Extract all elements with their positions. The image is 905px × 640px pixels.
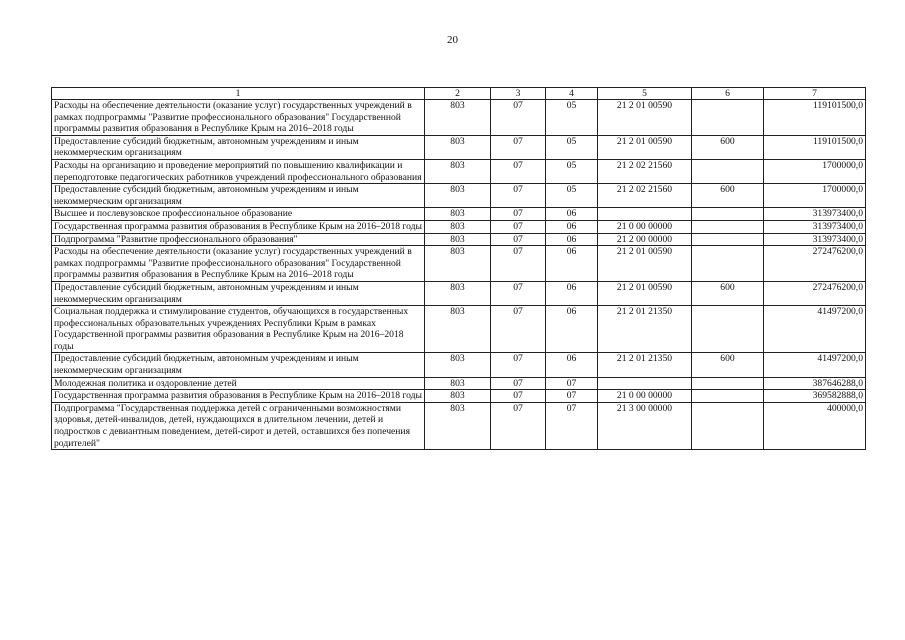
row-name: Социальная поддержка и стимулирование студентов, обучающихся в государственных профессиональных образовательных учреждениях Республики Крым в рамках Государственной программы развития образования в Республике Крым на 2016–2018 годы (52, 306, 425, 353)
row-subsection-code: 06 (546, 281, 598, 305)
row-subsection-code: 07 (546, 377, 598, 390)
table-row (52, 100, 866, 136)
row-name: Расходы на обеспечение деятельности (оказание услуг) государственных учреждений в рамках подпрограммы "Развитие профессионального образования" Государственной программы развития образования в Республике Крым на 2016–2018 годы (52, 246, 425, 282)
table-row (52, 220, 866, 233)
row-subsection-code: 07 (546, 402, 598, 449)
row-section-code: 07 (491, 402, 546, 449)
row-type-code (692, 246, 764, 282)
row-section-code: 07 (491, 233, 546, 246)
row-target-code: 21 2 01 21350 (598, 306, 692, 353)
row-type-code: 600 (692, 135, 764, 159)
row-section-code: 07 (491, 281, 546, 305)
row-name: Предоставление субсидий бюджетным, автономным учреждениям и иным некоммерческим организациям (52, 281, 425, 305)
row-amount: 1700000,0 (764, 184, 866, 208)
row-ministry-code: 803 (425, 306, 491, 353)
row-type-code (692, 402, 764, 449)
row-ministry-code: 803 (425, 353, 491, 377)
row-target-code: 21 2 01 00590 (598, 100, 692, 136)
table-row (52, 353, 866, 377)
row-target-code: 21 2 01 00590 (598, 135, 692, 159)
header-col-1: 1 (52, 88, 425, 100)
row-name: Расходы на организацию и проведение мероприятий по повышению квалификации и переподготовке педагогических работников учреждений профессионального образования (52, 159, 425, 183)
header-col-2: 2 (425, 88, 491, 100)
row-type-code (692, 306, 764, 353)
table-row (52, 135, 866, 159)
row-type-code: 600 (692, 281, 764, 305)
row-type-code (692, 390, 764, 403)
row-ministry-code: 803 (425, 159, 491, 183)
row-name: Подпрограмма "Государственная поддержка детей с ограниченными возможностями здоровья, детей-инвалидов, детей, нуждающихся в длительном лечении, детей и подростков с девиантным поведением, детей-сирот и детей, оставшихся без попечения родителей" (52, 402, 425, 449)
row-type-code: 600 (692, 184, 764, 208)
row-type-code (692, 220, 764, 233)
row-subsection-code: 06 (546, 220, 598, 233)
row-target-code: 21 2 02 21560 (598, 184, 692, 208)
row-name: Предоставление субсидий бюджетным, автономным учреждениям и иным некоммерческим организациям (52, 184, 425, 208)
row-subsection-code: 06 (546, 233, 598, 246)
table-row (52, 159, 866, 183)
row-amount: 41497200,0 (764, 306, 866, 353)
row-subsection-code: 06 (546, 306, 598, 353)
row-section-code: 07 (491, 353, 546, 377)
row-section-code: 07 (491, 306, 546, 353)
row-name: Высшее и послевузовское профессиональное образование (52, 208, 425, 221)
row-amount: 272476200,0 (764, 246, 866, 282)
row-ministry-code: 803 (425, 233, 491, 246)
row-target-code (598, 377, 692, 390)
row-type-code (692, 159, 764, 183)
table-row (52, 377, 866, 390)
row-section-code: 07 (491, 159, 546, 183)
header-col-6: 6 (692, 88, 764, 100)
row-ministry-code: 803 (425, 402, 491, 449)
row-type-code (692, 233, 764, 246)
row-amount: 313973400,0 (764, 233, 866, 246)
row-section-code: 07 (491, 135, 546, 159)
row-target-code: 21 2 01 00590 (598, 246, 692, 282)
row-amount: 387646288,0 (764, 377, 866, 390)
row-ministry-code: 803 (425, 100, 491, 136)
row-name: Государственная программа развития образования в Республике Крым на 2016–2018 годы (52, 220, 425, 233)
row-amount: 400000,0 (764, 402, 866, 449)
row-target-code: 21 0 00 00000 (598, 390, 692, 403)
row-amount: 1700000,0 (764, 159, 866, 183)
row-ministry-code: 803 (425, 135, 491, 159)
budget-table (51, 87, 866, 450)
row-section-code: 07 (491, 377, 546, 390)
table-row (52, 281, 866, 305)
row-subsection-code: 05 (546, 100, 598, 136)
row-subsection-code: 07 (546, 390, 598, 403)
header-col-5: 5 (598, 88, 692, 100)
row-subsection-code: 05 (546, 159, 598, 183)
row-type-code: 600 (692, 353, 764, 377)
row-ministry-code: 803 (425, 184, 491, 208)
row-amount: 313973400,0 (764, 220, 866, 233)
table-row (52, 184, 866, 208)
table-header-row (52, 88, 866, 100)
header-col-7: 7 (764, 88, 866, 100)
row-section-code: 07 (491, 100, 546, 136)
row-target-code: 21 2 01 00590 (598, 281, 692, 305)
row-target-code (598, 208, 692, 221)
row-subsection-code: 05 (546, 135, 598, 159)
row-ministry-code: 803 (425, 281, 491, 305)
row-subsection-code: 06 (546, 353, 598, 377)
row-type-code (692, 377, 764, 390)
table-row (52, 402, 866, 449)
row-amount: 369582888,0 (764, 390, 866, 403)
row-target-code: 21 2 00 00000 (598, 233, 692, 246)
row-section-code: 07 (491, 208, 546, 221)
row-amount: 119101500,0 (764, 135, 866, 159)
row-name: Расходы на обеспечение деятельности (оказание услуг) государственных учреждений в рамках подпрограммы "Развитие профессионального образования" Государственной программы развития образования в Республике Крым на 2016–2018 годы (52, 100, 425, 136)
row-subsection-code: 06 (546, 208, 598, 221)
row-name: Молодежная политика и оздоровление детей (52, 377, 425, 390)
row-target-code: 21 2 01 21350 (598, 353, 692, 377)
table-row (52, 306, 866, 353)
page-number: 20 (447, 34, 458, 46)
row-section-code: 07 (491, 390, 546, 403)
row-target-code: 21 0 00 00000 (598, 220, 692, 233)
row-name: Подпрограмма "Развитие профессионального образования" (52, 233, 425, 246)
table-row (52, 233, 866, 246)
row-ministry-code: 803 (425, 377, 491, 390)
row-ministry-code: 803 (425, 390, 491, 403)
row-type-code (692, 208, 764, 221)
header-col-4: 4 (546, 88, 598, 100)
table-row (52, 246, 866, 282)
table-row (52, 208, 866, 221)
row-type-code (692, 100, 764, 136)
header-col-3: 3 (491, 88, 546, 100)
row-ministry-code: 803 (425, 220, 491, 233)
row-subsection-code: 06 (546, 246, 598, 282)
row-name: Государственная программа развития образования в Республике Крым на 2016–2018 годы (52, 390, 425, 403)
row-section-code: 07 (491, 220, 546, 233)
table-row (52, 390, 866, 403)
row-name: Предоставление субсидий бюджетным, автономным учреждениям и иным некоммерческим организациям (52, 353, 425, 377)
row-target-code: 21 3 00 00000 (598, 402, 692, 449)
row-ministry-code: 803 (425, 246, 491, 282)
row-amount: 41497200,0 (764, 353, 866, 377)
row-subsection-code: 05 (546, 184, 598, 208)
row-ministry-code: 803 (425, 208, 491, 221)
row-amount: 272476200,0 (764, 281, 866, 305)
row-section-code: 07 (491, 184, 546, 208)
row-target-code: 21 2 02 21560 (598, 159, 692, 183)
row-amount: 119101500,0 (764, 100, 866, 136)
row-section-code: 07 (491, 246, 546, 282)
row-name: Предоставление субсидий бюджетным, автономным учреждениям и иным некоммерческим организациям (52, 135, 425, 159)
row-amount: 313973400,0 (764, 208, 866, 221)
